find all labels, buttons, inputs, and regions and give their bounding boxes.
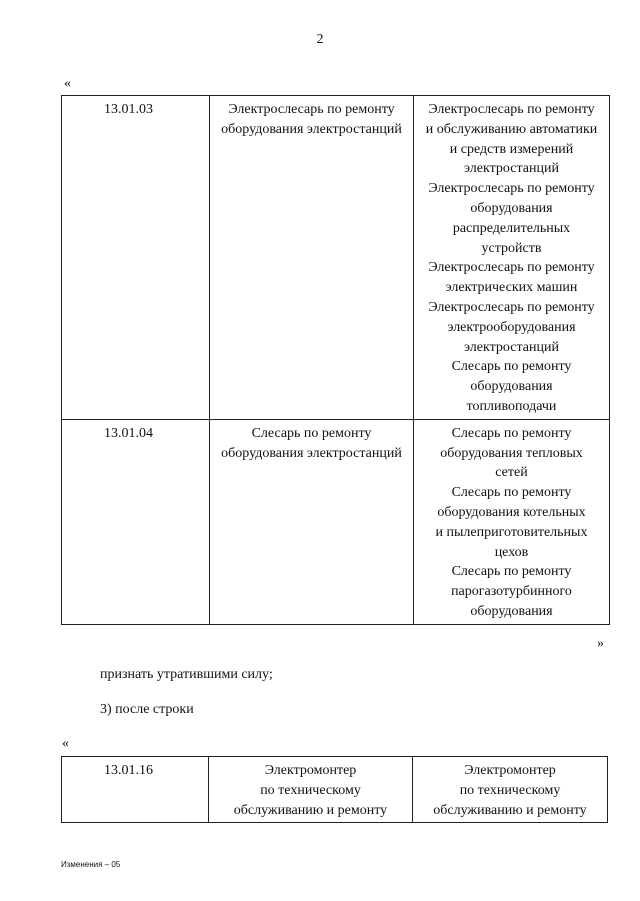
page-number: 2: [316, 32, 324, 47]
cell-line: электростанций: [464, 339, 559, 355]
cell-line: Электрослесарь по ремонту: [428, 102, 595, 117]
cell-line: Слесарь по ремонту: [451, 485, 572, 501]
cell-line: Слесарь по ремонту: [251, 425, 372, 441]
cell-line: и обслуживанию автоматики: [425, 121, 598, 137]
open-quote-2: «: [62, 736, 69, 751]
cell-line: распределительных: [452, 220, 571, 236]
cell-line: электрических машин: [445, 280, 578, 296]
cell-line: и средств измерений: [449, 141, 574, 157]
cell-line: обслуживанию и ремонту: [233, 802, 388, 818]
cell-line: парогазотурбинного: [451, 584, 572, 600]
table-row: [62, 96, 610, 420]
open-quote-1: «: [64, 76, 71, 91]
profession-cell: [210, 96, 414, 420]
cell-line: обслуживанию и ремонту: [433, 802, 587, 818]
profession-cell: [209, 757, 413, 823]
cell-line: по техническому: [459, 782, 561, 798]
cell-line: оборудования тепловых: [440, 445, 583, 461]
related-professions-cell: [414, 419, 610, 624]
professions-table-1: [61, 95, 610, 625]
cell-line: электрооборудования: [447, 319, 576, 335]
cell-line: оборудования: [470, 379, 553, 395]
related-professions-cell: [413, 757, 608, 823]
cell-line: Слесарь по ремонту: [451, 359, 572, 375]
table-row: [62, 419, 610, 624]
cell-line: Электрослесарь по ремонту: [428, 299, 595, 315]
cell-line: Электрослесарь по ремонту: [228, 102, 395, 117]
table2-body: [62, 757, 608, 823]
cell-line: по техническому: [260, 782, 361, 798]
cell-line: Слесарь по ремонту: [451, 564, 572, 580]
cell-line: цехов: [494, 544, 529, 560]
table1-body: [62, 96, 610, 625]
paragraph-revoke: признать утратившими силу;: [100, 667, 273, 682]
cell-line: устройств: [481, 240, 542, 256]
profession-cell: [210, 419, 414, 624]
footer-note: Изменения – 05: [61, 860, 121, 869]
cell-line: оборудования: [470, 200, 553, 216]
professions-table-2: [61, 756, 608, 823]
cell-line: и пылеприготовительных: [435, 524, 588, 540]
cell-line: оборудования котельных: [437, 504, 586, 520]
related-professions-cell: [414, 96, 610, 420]
cell-line: Электромонтер: [464, 763, 556, 778]
code-cell: 13.01.04: [62, 419, 210, 624]
cell-line: оборудования: [470, 603, 553, 619]
cell-line: оборудования электростанций: [221, 445, 402, 461]
cell-line: сетей: [495, 465, 528, 481]
close-quote-1: »: [597, 636, 604, 651]
cell-line: Электрослесарь по ремонту: [428, 260, 595, 276]
table-row: [62, 757, 608, 823]
cell-line: оборудования электростанций: [221, 121, 402, 137]
cell-line: Электрослесарь по ремонту: [428, 181, 595, 197]
cell-line: Слесарь по ремонту: [451, 425, 572, 441]
cell-line: электростанций: [464, 161, 559, 177]
paragraph-after-row: 3) после строки: [100, 702, 194, 717]
code-cell: 13.01.03: [62, 96, 210, 420]
cell-line: топливоподачи: [466, 398, 557, 414]
cell-line: Электромонтер: [264, 763, 357, 778]
code-cell: 13.01.16: [62, 757, 209, 823]
